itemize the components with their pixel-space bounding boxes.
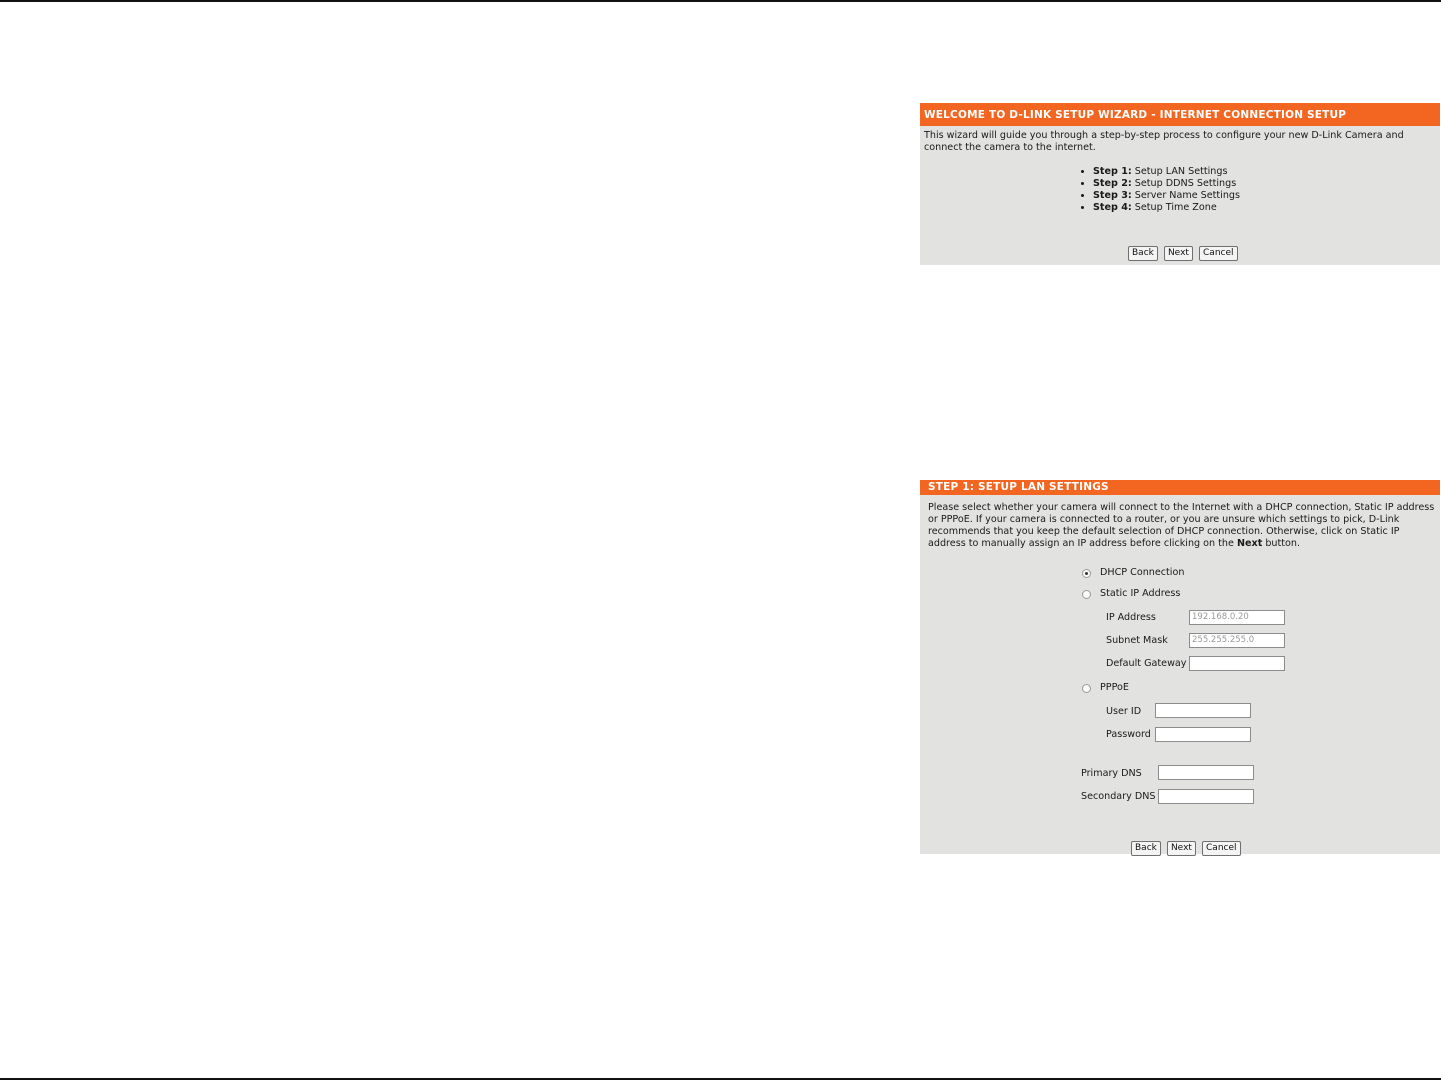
lan-intro-text: Please select whether your camera will connect to the Internet with a DHCP connection, Static IP address or PPPoE. If your camera is connected to a router, or you are unsure which settings to pick, D-Link recommends that you keep the default selection of DHCP connection. Otherwise, click on Static IP address to manually assign an IP address before clicking on the Next button. xyxy=(928,502,1435,549)
wizard-intro-text: This wizard will guide you through a step-by-step process to configure your new D-Link Camera and connect the camera to the internet. xyxy=(924,130,1404,153)
next-button[interactable]: Next xyxy=(1164,246,1193,261)
user-id-label: User ID xyxy=(1106,706,1142,717)
ip-address-label: IP Address xyxy=(1106,612,1156,623)
primary-dns-field[interactable] xyxy=(1158,765,1254,780)
lan-button-row xyxy=(1131,835,1242,856)
back-button[interactable]: Back xyxy=(1128,246,1158,261)
back-button[interactable]: Back xyxy=(1131,841,1161,856)
wizard-welcome-header: WELCOME TO D-LINK SETUP WIZARD - INTERNET CONNECTION SETUP xyxy=(920,103,1440,126)
subnet-mask-label: Subnet Mask xyxy=(1106,635,1168,646)
lan-settings-header: STEP 1: SETUP LAN SETTINGS xyxy=(920,480,1440,495)
pppoe-label: PPPoE xyxy=(1100,682,1129,693)
wizard-button-row xyxy=(1128,240,1239,261)
user-id-field[interactable] xyxy=(1155,703,1251,718)
list-item: • Step 1: Setup LAN Settings xyxy=(1093,166,1240,178)
password-label: Password xyxy=(1106,729,1151,740)
dhcp-radio[interactable] xyxy=(1082,569,1091,578)
ip-address-field[interactable]: 192.168.0.20 xyxy=(1189,610,1285,625)
password-field[interactable] xyxy=(1155,727,1251,742)
static-ip-radio[interactable] xyxy=(1082,590,1091,599)
next-button[interactable]: Next xyxy=(1167,841,1196,856)
wizard-welcome-panel xyxy=(920,103,1440,265)
subnet-mask-field[interactable]: 255.255.255.0 xyxy=(1189,633,1285,648)
primary-dns-label: Primary DNS xyxy=(1081,768,1142,779)
dhcp-label: DHCP Connection xyxy=(1100,567,1185,578)
cancel-button[interactable]: Cancel xyxy=(1199,246,1238,261)
static-ip-label: Static IP Address xyxy=(1100,588,1181,599)
top-border xyxy=(0,0,1441,2)
secondary-dns-label: Secondary DNS xyxy=(1081,791,1156,802)
bottom-border xyxy=(0,1078,1441,1080)
wizard-steps-list xyxy=(1080,166,1240,214)
secondary-dns-field[interactable] xyxy=(1158,789,1254,804)
lan-settings-panel xyxy=(920,480,1440,854)
list-item: • Step 3: Server Name Settings xyxy=(1093,190,1240,202)
default-gateway-label: Default Gateway xyxy=(1106,658,1187,669)
cancel-button[interactable]: Cancel xyxy=(1202,841,1241,856)
default-gateway-field[interactable] xyxy=(1189,656,1285,671)
pppoe-radio[interactable] xyxy=(1082,684,1091,693)
list-item: • Step 2: Setup DDNS Settings xyxy=(1093,178,1240,190)
list-item: • Step 4: Setup Time Zone xyxy=(1093,202,1240,214)
